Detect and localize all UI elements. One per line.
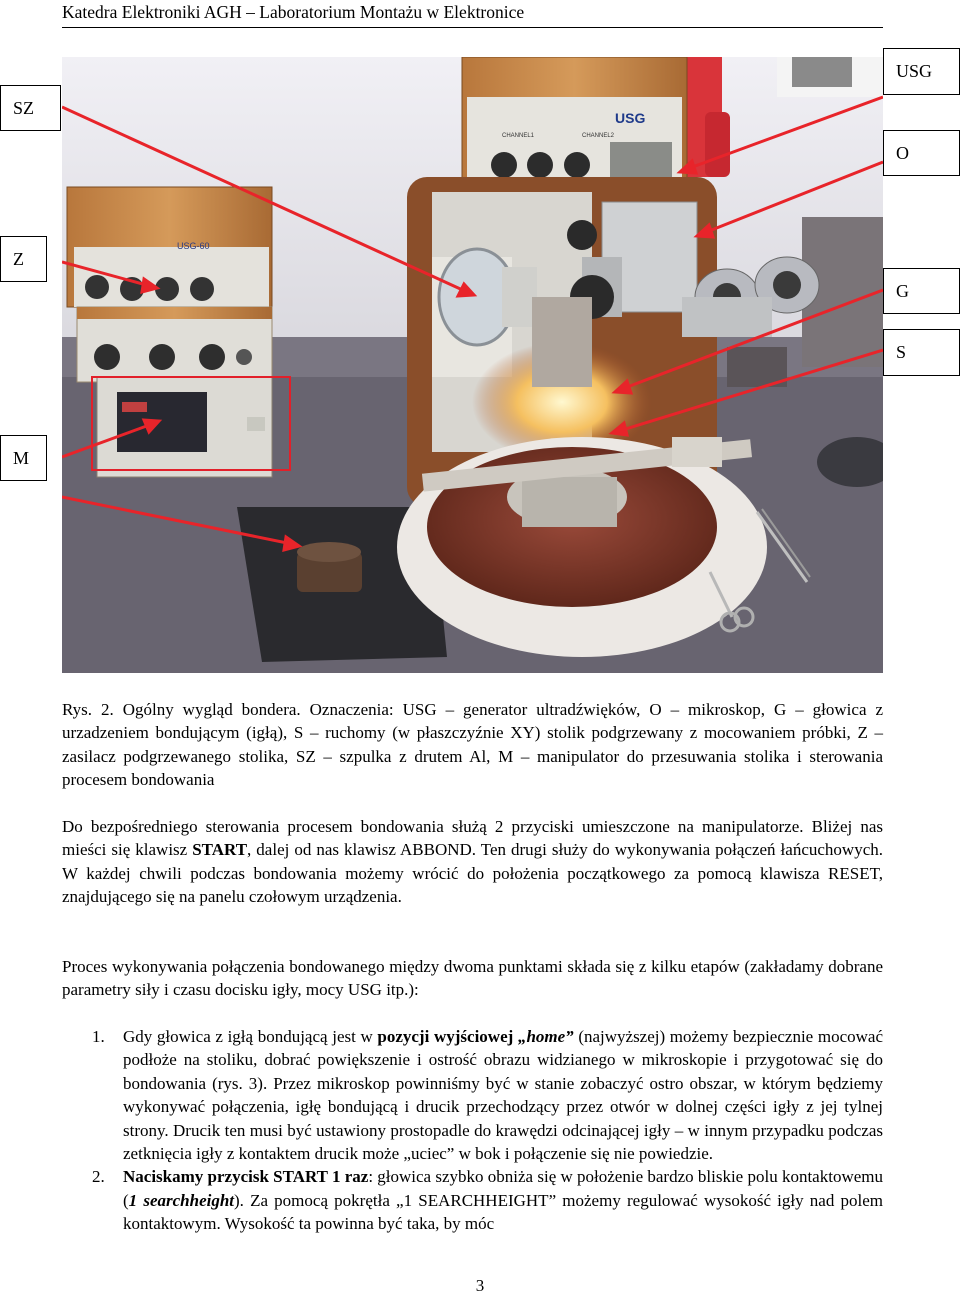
- label-usg: USG: [883, 48, 960, 95]
- usg60-label: USG-60: [177, 241, 210, 251]
- header-title: Katedra Elektroniki AGH – Laboratorium Montażu w Elektronice: [62, 2, 525, 22]
- list-item: 1. Gdy głowica z igłą bondującą jest w pozycji wyjściowej „home” (najwyższej) możemy bezpiecznie mocować podłoże na stoliku, dobrać powiększenie i ostrość obrazu widzianego w mikroskopie i przygotować się do bondowania (rys. 3). Przez mikroskop powinniśmy być w stanie zobaczyć ostro obszar, w którym będziemy wykonywać połączenia, igłę bondującą i drucik przechodzący przez otwór w dolnej części igły z jej tylnej strony. Drucik ten musi być ustawiony prostopadle do krawędzi odcinającej igły – w innym przypadku podczas zetknięcia igły z kontaktem drucik może „uciec” w bok i połączenie się nie powiedzie.: [92, 1027, 883, 1164]
- channel2-label: CHANNEL2: [582, 133, 615, 139]
- steps-list: [62, 1025, 883, 1236]
- label-g: G: [883, 268, 960, 314]
- bonder-photo: [62, 57, 883, 673]
- label-z: Z: [0, 236, 47, 282]
- paragraph-process: Proces wykonywania połączenia bondowanego między dwoma punktami składa się z kilku etapów (zakładamy dobrane parametry siły i czasu docisku igły, mocy USG itp.):: [62, 957, 883, 1000]
- page-number: 3: [475, 1276, 485, 1295]
- label-o: O: [883, 130, 960, 176]
- label-m: M: [0, 435, 47, 481]
- label-s: S: [883, 329, 960, 376]
- figure-caption: Rys. 2. Ogólny wygląd bondera. Oznaczenia: USG – generator ultradźwięków, O – mikroskop, G – głowica z urzadzeniem bondującym (igłą), S – ruchomy (w płaszczyźnie XY) stolik podgrzewany z mocowaniem próbki, Z – zasilacz podgrzewanego stolika, SZ – szpulka z drutem Al, M – manipulator do przesuwania stolika i sterowania procesem bondowania: [62, 700, 883, 790]
- list-item: 2. Naciskamy przycisk START 1 raz: głowica szybko obniża się w położenie bardzo bliskie polu kontaktowemu (1 searchheight). Za pomocą pokrętła „1 SEARCHHEIGHT” możemy regulować wysokość igły nad polem kontaktowym. Wysokość ta powinna być taka, by móc: [92, 1167, 883, 1234]
- channel1-label: CHANNEL1: [502, 133, 535, 139]
- label-sz: SZ: [0, 85, 61, 131]
- usg-brand-label: USG: [615, 110, 646, 126]
- paragraph-buttons: Do bezpośredniego sterowania procesem bondowania służą 2 przyciski umieszczone na manipulatorze. Bliżej nas mieści się klawisz START, dalej od nas klawisz ABBOND. Ten drugi służy do wykonywania połączeń łańcuchowych. W każdej chwili podczas bondowania możemy wrócić do położenia początkowego za pomocą klawisza RESET, znajdującego się na panelu czołowym urządzenia.: [62, 817, 883, 907]
- page-header: [62, 0, 883, 28]
